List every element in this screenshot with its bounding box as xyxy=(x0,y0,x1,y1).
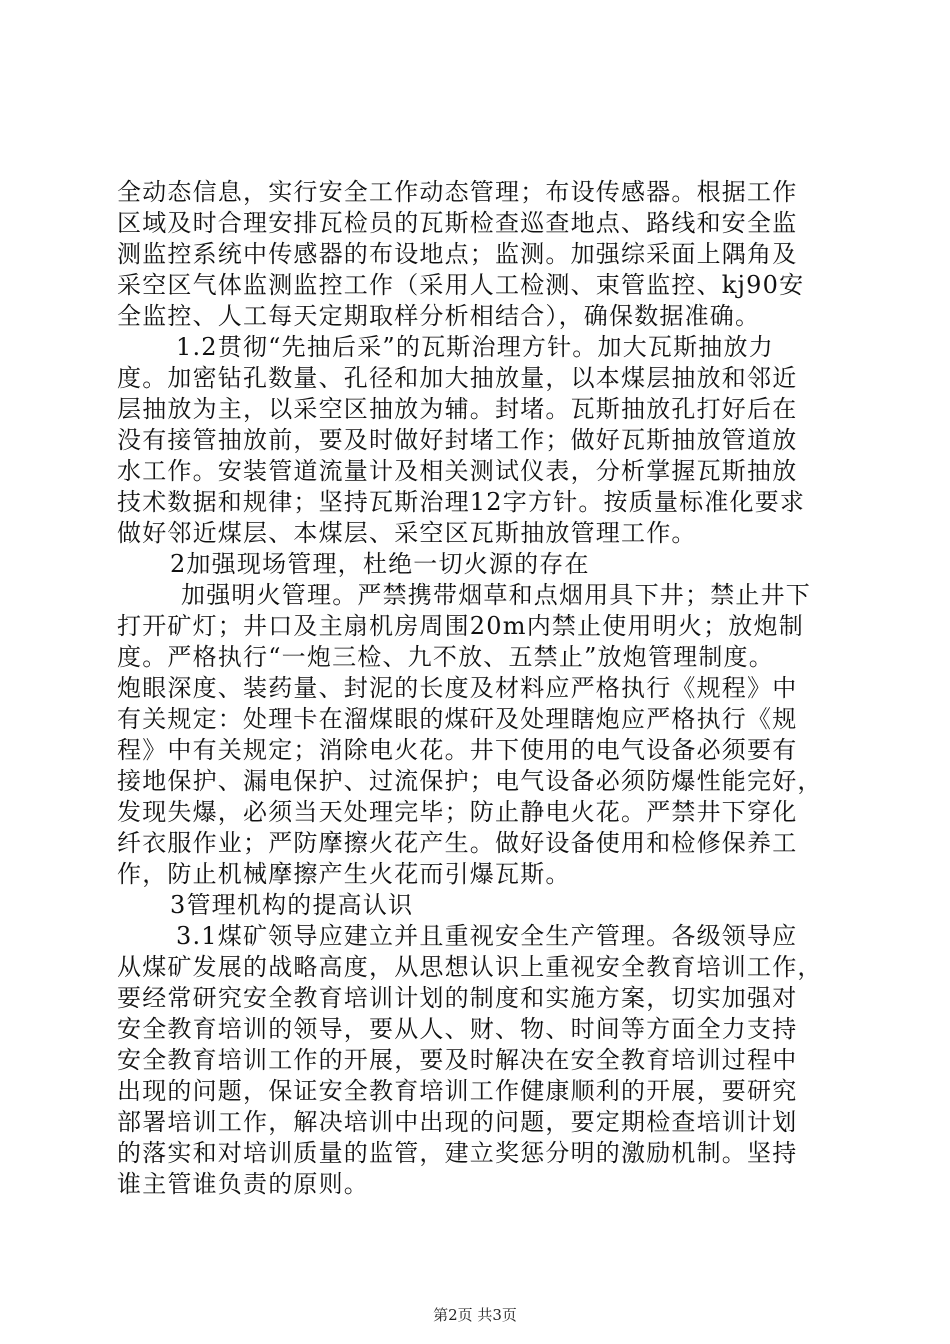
text-line-7: 度。加密钻孔数量、孔径和加大抽放量，以本煤层抽放和邻近 xyxy=(117,364,798,392)
text-line-16: 度。严格执行“一炮三检、九不放、五禁止”放炮管理制度。 xyxy=(117,643,774,671)
section-heading-2: 2加强现场管理，杜绝一切火源的存在 xyxy=(170,550,590,578)
text-line-32: 的落实和对培训质量的监管，建立奖惩分明的激励机制。坚持 xyxy=(117,1139,798,1167)
text-line-20: 接地保护、漏电保护、过流保护；电气设备必须防爆性能完好， xyxy=(117,767,823,795)
text-line-11: 技术数据和规律；坚持瓦斯治理12字方针。按质量标准化要求 xyxy=(117,488,806,516)
text-line-4: 采空区气体监测监控工作（采用人工检测、束管监控、kj90安 xyxy=(117,271,805,299)
text-line-1: 全动态信息，实行安全工作动态管理；布设传感器。根据工作 xyxy=(117,178,798,206)
text-line-9: 没有接管抽放前，要及时做好封堵工作；做好瓦斯抽放管道放 xyxy=(117,426,798,454)
text-line-6: 1.2贯彻“先抽后采”的瓦斯治理方针。加大瓦斯抽放力 xyxy=(176,333,774,361)
text-line-26: 从煤矿发展的战略高度，从思想认识上重视安全教育培训工作， xyxy=(117,953,823,981)
text-line-8: 层抽放为主，以采空区抽放为辅。封堵。瓦斯抽放孔打好后在 xyxy=(117,395,798,423)
text-line-5: 全监控、人工每天定期取样分析相结合），确保数据准确。 xyxy=(117,302,761,330)
text-line-21: 发现失爆，必须当天处理完毕；防止静电火花。严禁井下穿化 xyxy=(117,798,798,826)
text-line-2: 区域及时合理安排瓦检员的瓦斯检查巡查地点、路线和安全监 xyxy=(117,209,798,237)
text-line-27: 要经常研究安全教育培训计划的制度和实施方案，切实加强对 xyxy=(117,984,798,1012)
text-line-10: 水工作。安装管道流量计及相关测试仪表，分析掌握瓦斯抽放 xyxy=(117,457,798,485)
text-line-25: 3.1煤矿领导应建立并且重视安全生产管理。各级领导应 xyxy=(176,922,798,950)
text-line-15: 打开矿灯；井口及主扇机房周围20m内禁止使用明火；放炮制 xyxy=(117,612,804,640)
text-line-18: 有关规定：处理卡在溜煤眼的煤矸及处理瞎炮应严格执行《规 xyxy=(117,705,798,733)
text-line-22: 纤衣服作业；严防摩擦火花产生。做好设备使用和检修保养工 xyxy=(117,829,798,857)
text-line-14: 加强明火管理。严禁携带烟草和点烟用具下井；禁止井下 xyxy=(181,581,811,609)
page-number: 第2页 共3页 xyxy=(433,1306,517,1324)
text-line-17: 炮眼深度、装药量、封泥的长度及材料应严格执行《规程》中 xyxy=(117,674,798,702)
text-line-23: 作，防止机械摩擦产生火花而引爆瓦斯。 xyxy=(117,860,571,888)
text-line-31: 部署培训工作，解决培训中出现的问题，要定期检查培训计划 xyxy=(117,1108,798,1136)
text-line-3: 测监控系统中传感器的布设地点；监测。加强综采面上隅角及 xyxy=(117,240,798,268)
text-line-12: 做好邻近煤层、本煤层、采空区瓦斯抽放管理工作。 xyxy=(117,519,697,547)
text-line-19: 程》中有关规定；消除电火花。井下使用的电气设备必须要有 xyxy=(117,736,798,764)
text-line-28: 安全教育培训的领导，要从人、财、物、时间等方面全力支持 xyxy=(117,1015,798,1043)
text-line-33: 谁主管谁负责的原则。 xyxy=(117,1170,369,1198)
text-line-30: 出现的问题，保证安全教育培训工作健康顺利的开展，要研究 xyxy=(117,1077,798,1105)
section-heading-3: 3管理机构的提高认识 xyxy=(170,891,414,919)
text-line-29: 安全教育培训工作的开展，要及时解决在安全教育培训过程中 xyxy=(117,1046,798,1074)
